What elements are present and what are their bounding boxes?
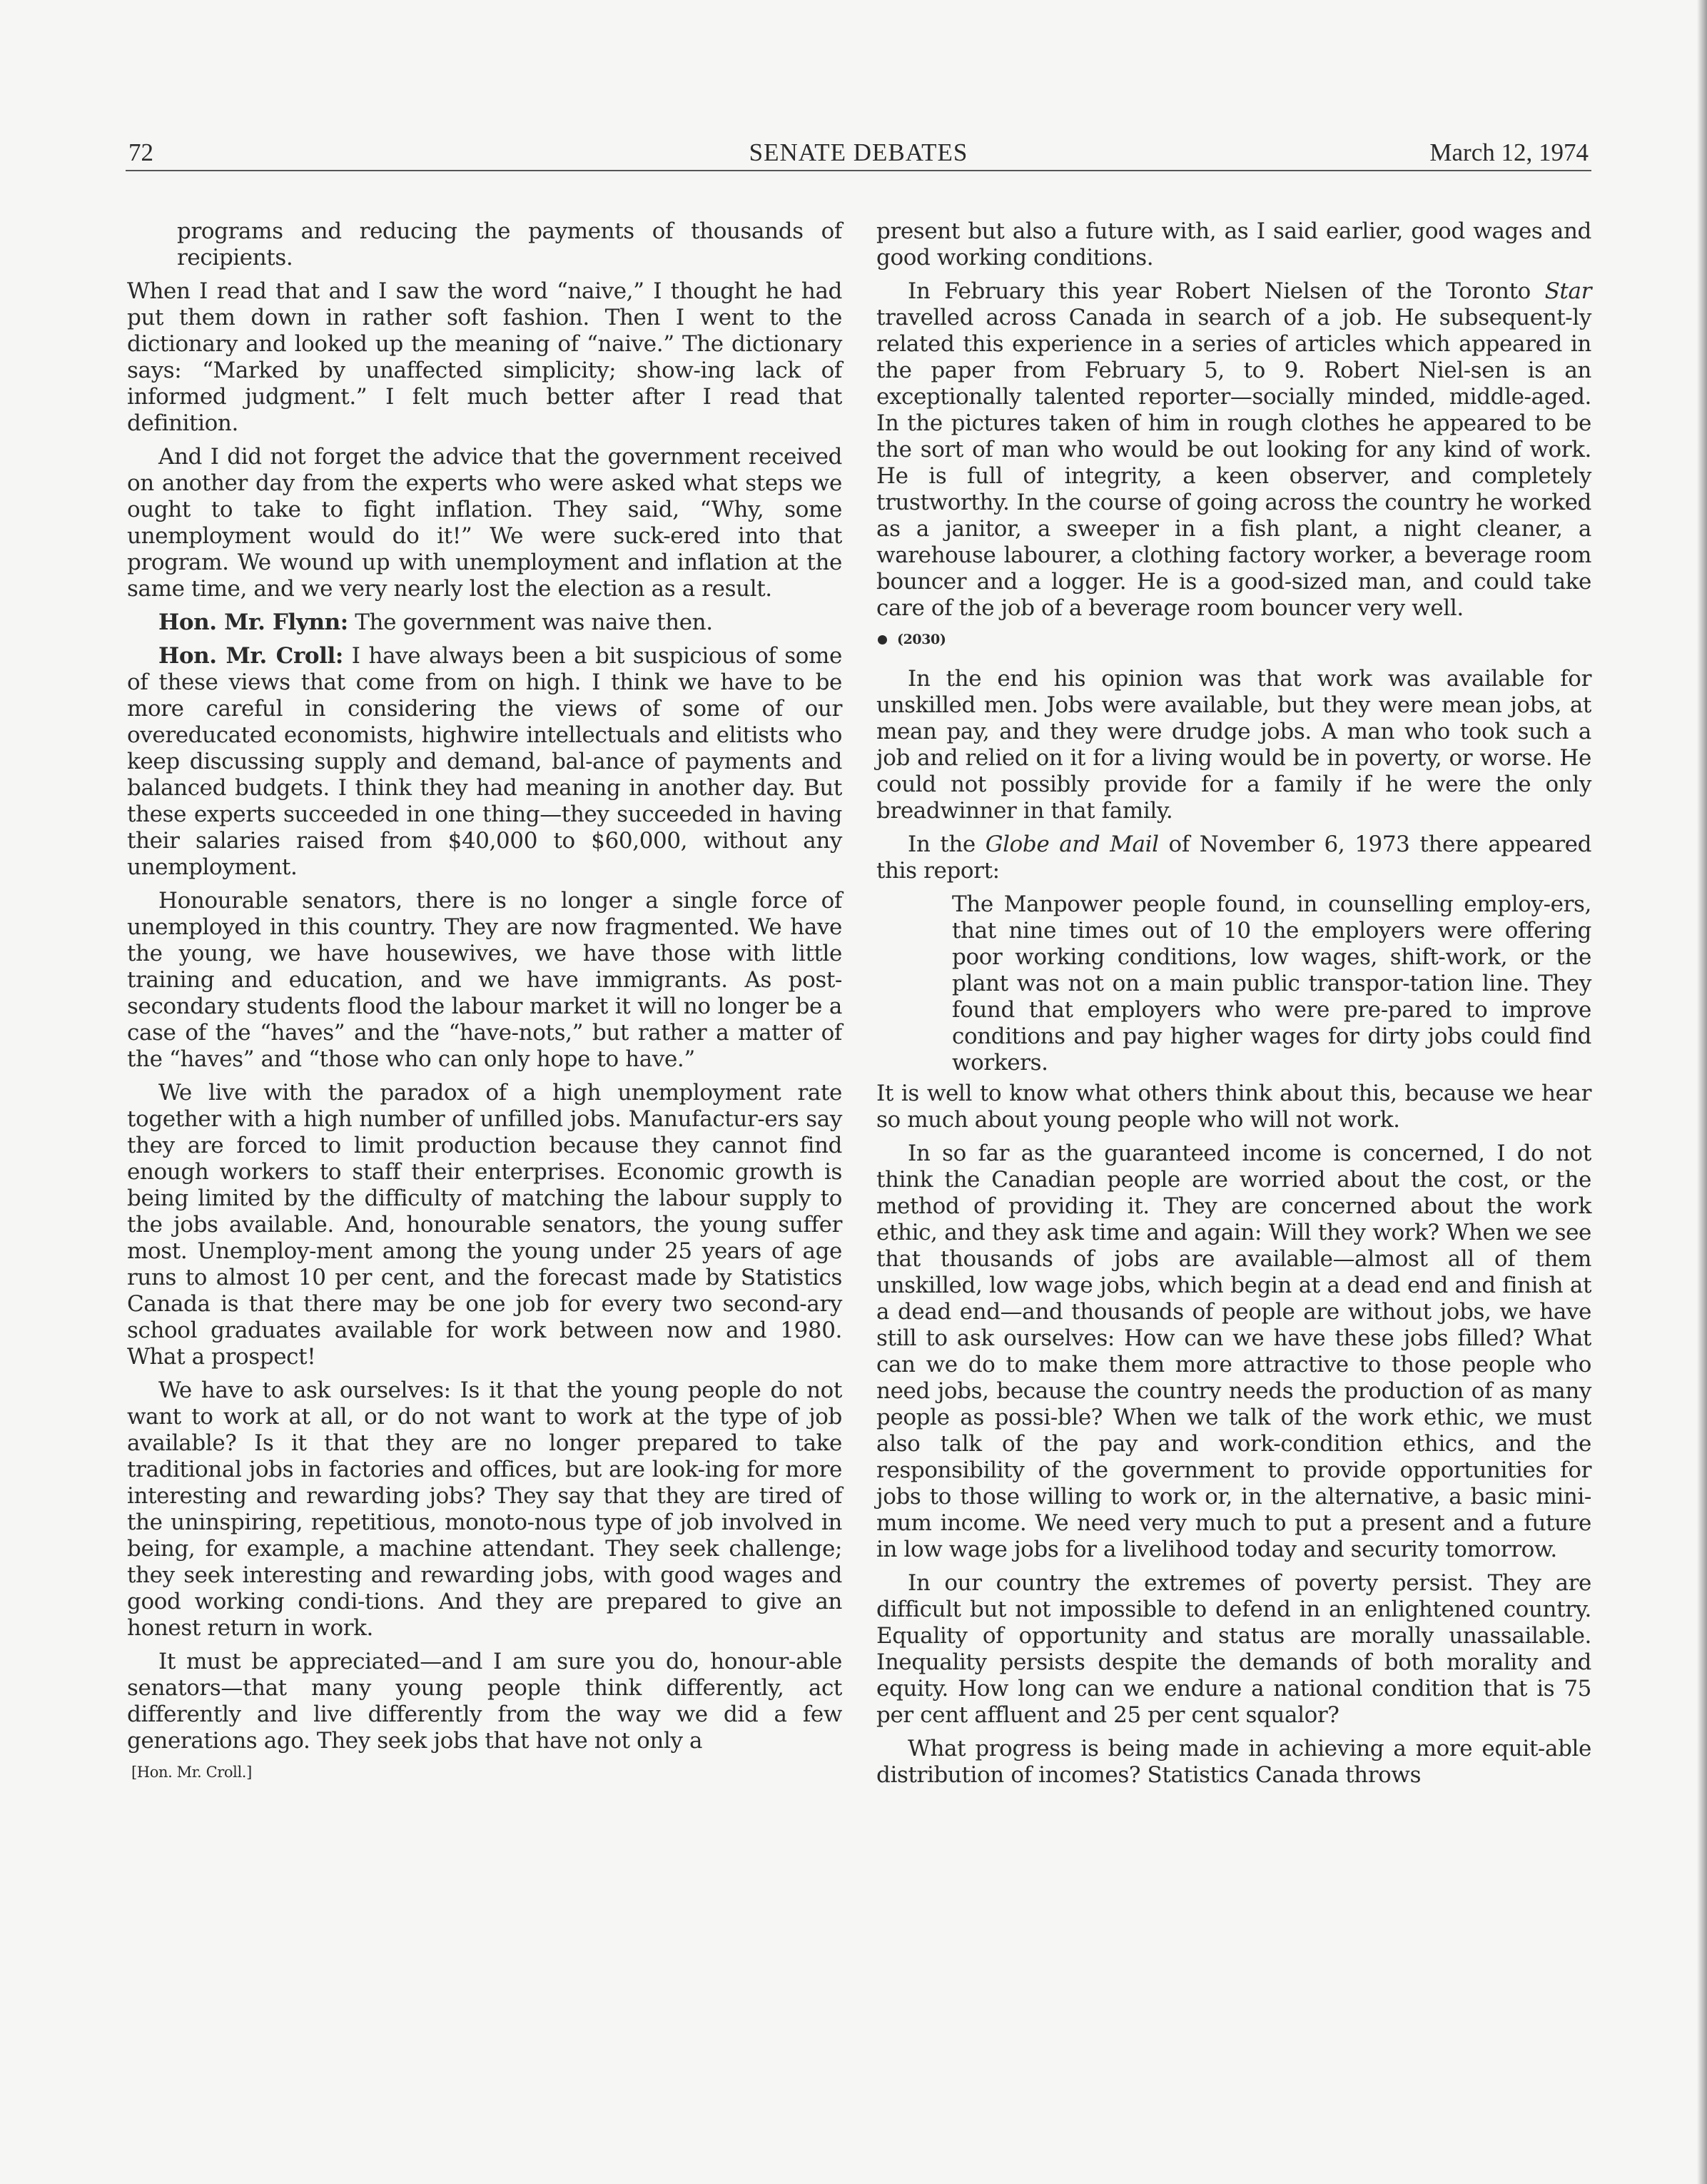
paragraph: We live with the paradox of a high unemployment rate together with a high number of unfilled jobs. Manufactur-ers say they are forced to limit production because they cannot find enough workers to staff their enterprises. Economic growth is being limited by the difficulty of matching the labour supply to the jobs available. And, honourable senators, the young suffer most. Unemploy-ment among the young under 25 years of age runs to almost 10 per cent, and the forecast made by Statistics Canada is that there may be one job for every two second-ary school graduates available for work between now and 1980. What a prospect! <box>127 1080 842 1370</box>
bullet-icon <box>878 635 887 644</box>
page-number: 72 <box>128 138 153 166</box>
paragraph: Honourable senators, there is no longer a single force of unemployed in this country. They are now fragmented. We have the young, we have housewives, we have those with little training and education, and we have immigrants. As post-secondary students flood the labour market it will no longer be a case of the “haves” and the “have-nots,” but rather a matter of the “haves” and “those who can only hope to have.” <box>127 888 842 1072</box>
newspaper-name: Star <box>1544 278 1591 304</box>
paragraph: In the end his opinion was that work was available for unskilled men. Jobs were available, but they were mean jobs, at mean pay, and they were drudge jobs. A man who took such a job and relied on it for a living would be in poverty, or worse. He could not possibly provide for a family if he were the only breadwinner in that family. <box>876 666 1591 824</box>
left-column <box>127 218 842 1783</box>
block-quote: The Manpower people found, in counselling employ-ers, that nine times out of 10 the employers were offering poor working conditions, low wages, shift-work, or the plant was not on a main public transpor-tation line. They found that employers who were pre-pared to improve conditions and pay higher wages for dirty jobs could find workers. <box>952 891 1591 1076</box>
text-run: travelled across Canada in search of a job. He subsequent-ly related this experience in a series of articles which appeared in the paper from February 5, to 9. Robert Niel-sen is an exceptionally talented reporter—socially minded, middle-aged. In the pictures taken of him in rough clothes he appeared to be the sort of man who would be out looking for any kind of work. He is full of integrity, a keen observer, and completely trustworthy. In the course of going across the country he worked as a janitor, a sweeper in a fish plant, a night cleaner, a warehouse labourer, a clothing factory worker, a beverage room bouncer and a logger. He is a good-sized man, and could take care of the job of a beverage room bouncer very well. <box>876 305 1591 621</box>
speaker-paragraph <box>127 643 842 881</box>
speech-text: I have always been a bit suspicious of some of these views that come from on high. I think we have to be more careful in considering the views of some of our overeducated economists, highwire intellectuals and elitists who keep discussing supply and demand, bal-ance of payments and balanced budgets. I think they had meaning in another day. But these experts succeeded in one thing—they succeeded in having their salaries raised from $40,000 to $60,000, without any unemployment. <box>127 643 842 880</box>
paragraph: And I did not forget the advice that the government received on another day from the experts who were asked what steps we ought to take to fight inflation. They said, “Why, some unemployment would do it!” We were suck-ered into that program. We wound up with unemployment and inflation at the same time, and we very nearly lost the election as a result. <box>127 444 842 602</box>
paragraph <box>876 278 1591 622</box>
paragraph: When I read that and I saw the word “naive,” I thought he had put them down in rather soft fashion. Then I went to the dictionary and looked up the meaning of “naive.” The dictionary says: “Marked by unaffected simplicity; show-ing lack of informed judgment.” I felt much better after I read that definition. <box>127 278 842 436</box>
speaker-name: Hon. Mr. Flynn: <box>158 610 348 635</box>
text-run: In February this year Robert Nielsen of the Toronto <box>908 278 1545 304</box>
speaker-name: Hon. Mr. Croll: <box>158 643 343 669</box>
speaker-paragraph <box>127 610 842 636</box>
publication-title: SENATE DEBATES <box>749 138 968 166</box>
paragraph <box>876 831 1591 884</box>
issue-date: March 12, 1974 <box>1429 138 1589 166</box>
paragraph: We have to ask ourselves: Is it that the young people do not want to work at all, or do not want to work at the type of job available? Is it that they are no longer prepared to take traditional jobs in factories and offices, but are look-ing for more interesting and rewarding jobs? They say that they are tired of the uninspiring, repetitious, monoto-nous type of job involved in being, for example, a machine attendant. They seek challenge; they seek interesting and rewarding jobs, with good wages and good working condi-tions. And they are prepared to give an honest return in work. <box>127 1377 842 1641</box>
text-run: of November 6, 1973 there appeared this report: <box>876 831 1592 884</box>
time-marker <box>878 629 1591 650</box>
paragraph: It is well to know what others think about this, because we hear so much about young people who will not work. <box>876 1081 1591 1133</box>
paragraph: What progress is being made in achieving a more equit-able distribution of incomes? Statistics Canada throws <box>876 1736 1591 1788</box>
paragraph: In our country the extremes of poverty persist. They are difficult but not impossible to defend in an enlightened country. Equality of opportunity and status are morally unassailable. Inequality persists despite the demands of both morality and equity. How long can we endure a national condition that is 75 per cent affluent and 25 per cent squalor? <box>876 1570 1591 1728</box>
paragraph: In so far as the guaranteed income is concerned, I do not think the Canadian people are worried about the cost, or the method of providing it. They are concerned about the work ethic, and they ask time and again: Will they work? When we see that thousands of jobs are available—almost all of them unskilled, low wage jobs, which begin at a dead end and finish at a dead end—and thousands of people are without jobs, we have still to ask ourselves: How can we have these jobs filled? What can we do to make them more attractive to those people who need jobs, because the country needs the production of as many people as possi-ble? When we talk of the work ethic, we must also talk of the pay and work-condition ethics, and the responsibility of the government to provide opportunities for jobs to those willing to work or, in the alternative, a basic mini-mum income. We need very much to put a present and a future in low wage jobs for a livelihood today and security tomorrow. <box>876 1141 1591 1562</box>
page-edge-shadow <box>1697 0 1707 2184</box>
newspaper-name: Globe and Mail <box>985 831 1159 857</box>
paragraph: present but also a future with, as I said earlier, good wages and good working conditions. <box>876 218 1591 271</box>
right-column <box>876 218 1591 1796</box>
text-run: In the <box>908 831 986 857</box>
paragraph: It must be appreciated—and I am sure you do, honour-able senators—that many young people think differently, act differently and live differently from the way we did a few generations ago. They seek jobs that have not only a <box>127 1649 842 1754</box>
speech-text: The government was naive then. <box>348 610 713 635</box>
speaker-footnote: [Hon. Mr. Croll.] <box>131 1764 252 1781</box>
paragraph: programs and reducing the payments of thousands of recipients. <box>177 218 842 271</box>
page-header <box>126 136 1591 171</box>
time-marker-label: (2030) <box>897 632 946 647</box>
